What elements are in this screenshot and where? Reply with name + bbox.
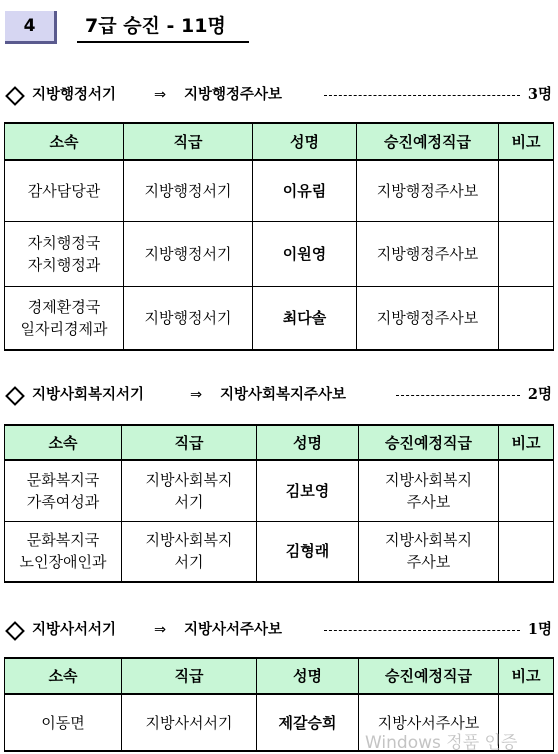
cell-grade: 지방사서서기 [122,694,257,751]
to-grade: 지방행정주사보 [184,86,283,103]
section-heading [5,11,255,47]
col-header-grade: 직급 [124,123,253,160]
diamond-bullet-icon [5,386,25,406]
dotted-leader [324,95,520,96]
table-row [5,521,554,582]
col-header-dept: 소속 [5,658,122,694]
promotion-line-3 [6,619,552,641]
promotion-count: 1명 [527,621,552,638]
table-row [5,160,554,221]
cell-grade: 지방사회복지 서기 [122,460,257,521]
cell-name: 이원영 [253,221,357,286]
cell-target: 지방행정주사보 [357,286,499,350]
promotion-table-1 [4,122,554,351]
arrow-icon: ⇒ [154,87,167,103]
col-header-dept: 소속 [5,425,122,460]
cell-note [499,460,554,521]
cell-grade: 지방행정서기 [124,160,253,221]
table-header-row [5,425,554,460]
cell-note [499,286,554,350]
table-header-row [5,658,554,694]
arrow-icon: ⇒ [154,622,167,638]
to-grade: 지방사회복지주사보 [220,386,347,403]
heading-number-box: 4 [5,11,57,44]
col-header-target: 승진예정직급 [357,123,499,160]
dotted-leader [396,395,520,396]
dotted-leader [324,630,520,631]
to-grade: 지방사서주사보 [184,621,283,638]
cell-target: 지방행정주사보 [357,221,499,286]
cell-dept: 문화복지국 노인장애인과 [5,521,122,582]
col-header-note: 비고 [499,425,554,460]
col-header-grade: 직급 [122,658,257,694]
promotion-table-2 [4,424,554,583]
col-header-note: 비고 [499,658,554,694]
cell-name: 김보영 [257,460,359,521]
col-header-target: 승진예정직급 [359,425,499,460]
arrow-icon: ⇒ [190,387,203,403]
table-header-row [5,123,554,160]
from-grade: 지방행정서기 [32,86,117,103]
diamond-bullet-icon [5,86,25,106]
promotion-count: 3명 [527,86,552,103]
col-header-grade: 직급 [122,425,257,460]
cell-note [499,521,554,582]
table-row [5,286,554,350]
cell-note [499,160,554,221]
cell-dept: 자치행정국 자치행정과 [5,221,124,286]
cell-target: 지방행정주사보 [357,160,499,221]
cell-note [499,221,554,286]
cell-target: 지방사서주사보 [359,694,499,751]
cell-dept: 감사담당관 [5,160,124,221]
cell-target: 지방사회복지 주사보 [359,521,499,582]
cell-dept: 이동면 [5,694,122,751]
col-header-name: 성명 [257,658,359,694]
table-row [5,221,554,286]
promotion-line-1 [6,84,552,106]
table-row [5,460,554,521]
heading-title: 7급 승진 - 11명 [77,13,249,43]
col-header-note: 비고 [499,123,554,160]
cell-grade: 지방행정서기 [124,286,253,350]
cell-grade: 지방행정서기 [124,221,253,286]
diamond-bullet-icon [5,621,25,641]
promotion-line-2 [6,384,552,406]
cell-dept: 문화복지국 가족여성과 [5,460,122,521]
cell-name: 김형래 [257,521,359,582]
cell-name: 최다솔 [253,286,357,350]
windows-activation-watermark: Windows 정품 인증 [365,733,518,753]
col-header-dept: 소속 [5,123,124,160]
cell-grade: 지방사회복지 서기 [122,521,257,582]
cell-dept: 경제환경국 일자리경제과 [5,286,124,350]
cell-name: 제갈승희 [257,694,359,751]
promotion-count: 2명 [527,386,552,403]
cell-name: 이유림 [253,160,357,221]
col-header-name: 성명 [253,123,357,160]
from-grade: 지방사회복지서기 [32,386,145,403]
from-grade: 지방사서서기 [32,621,117,638]
col-header-target: 승진예정직급 [359,658,499,694]
cell-target: 지방사회복지 주사보 [359,460,499,521]
col-header-name: 성명 [257,425,359,460]
